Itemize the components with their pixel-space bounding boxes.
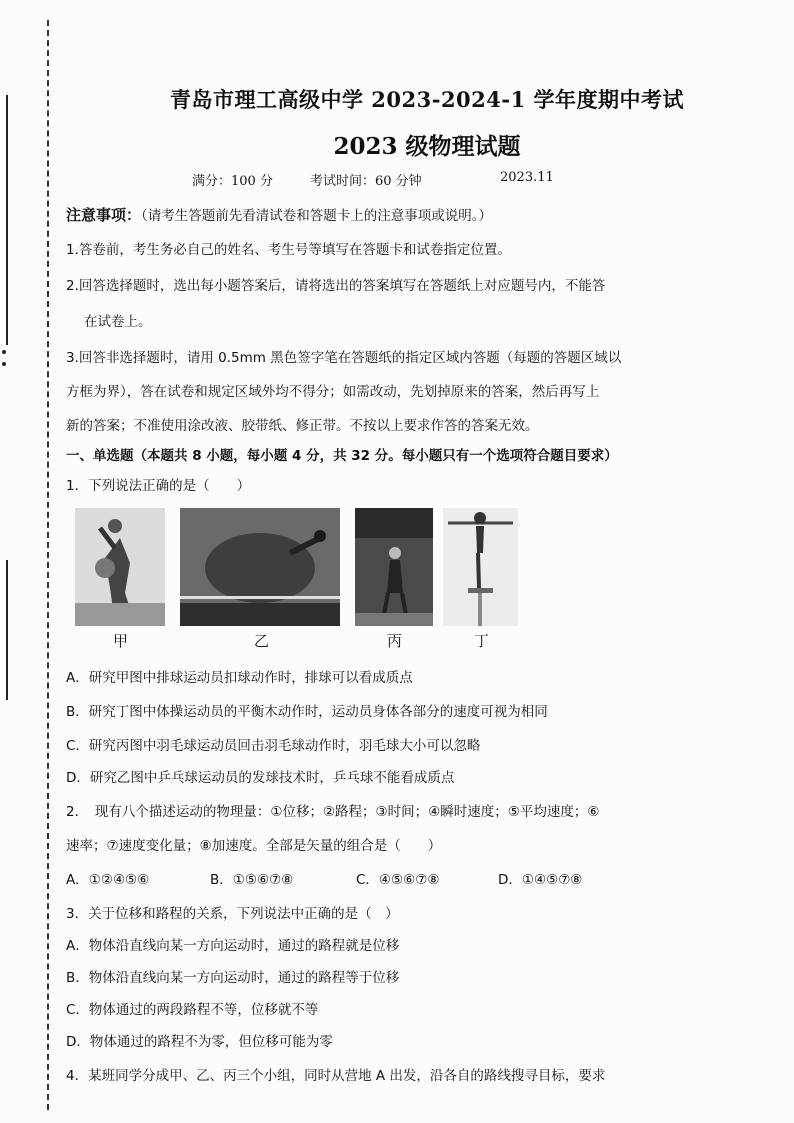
caption-bing: 丙 (387, 632, 403, 650)
margin-dot (2, 362, 6, 366)
photo-table-tennis (180, 508, 340, 626)
notice-item-3b: 方框为界），答在试卷和规定区域外均不得分；如需改动，先划掉原来的答案，然后再写上 (66, 384, 600, 400)
q1-option-a: A．研究甲图中排球运动员扣球动作时，排球可以看成质点 (66, 670, 413, 686)
notice-heading-note: （请考生答题前先看清试卷和答题卡上的注意事项或说明。） (141, 208, 493, 224)
q3-option-d: D．物体通过的路程不为零，但位移可能为零 (66, 1034, 333, 1050)
exam-date: 2023.11 (500, 170, 554, 185)
notice-block (66, 204, 492, 225)
q1-option-b: B．研究丁图中体操运动员的平衡木动作时，运动员身体各部分的速度可视为相同 (66, 704, 548, 720)
notice-heading: 注意事项： (66, 206, 142, 224)
caption-jia: 甲 (113, 632, 129, 650)
photo-badminton (355, 508, 433, 626)
photo-balance-beam (443, 508, 518, 626)
q2-option-b: B．①⑤⑥⑦⑧ (210, 872, 294, 888)
q1-option-d: D．研究乙图中乒乓球运动员的发球技术时，乒乓球不能看成质点 (66, 770, 455, 786)
q2-option-c: C．④⑤⑥⑦⑧ (356, 872, 440, 888)
q3-stem: 3．关于位移和路程的关系，下列说法中正确的是（ ） (66, 906, 399, 922)
notice-item-1: 1.答卷前，考生务必自己的姓名、考生号等填写在答题卡和试卷指定位置。 (66, 242, 511, 258)
margin-rule-bottom (6, 560, 8, 700)
q2-stem-a: 2． 现有八个描述运动的物理量：①位移；②路程；③时间；④瞬时速度；⑤平均速度；⑥ (66, 804, 600, 820)
q4-stem: 4．某班同学分成甲、乙、丙三个小组，同时从营地 A 出发，沿各自的路线搜寻目标，要求 (66, 1068, 606, 1084)
photo-volleyball (75, 508, 165, 626)
exam-time: 考试时间：60 分钟 (310, 174, 422, 189)
q2-stem-b: 速率；⑦速度变化量；⑧加速度。全部是矢量的组合是（ ） (66, 838, 442, 854)
caption-yi: 乙 (254, 632, 270, 650)
exam-subtitle: 2023 级物理试题 (333, 133, 521, 160)
caption-ding: 丁 (474, 632, 490, 650)
section-heading: 一、单选题（本题共 8 小题，每小题 4 分，共 32 分。每小题只有一个选项符合题目要求） (66, 448, 618, 464)
q3-option-c: C．物体通过的两段路程不等，位移就不等 (66, 1002, 319, 1018)
binding-line (47, 20, 49, 1110)
notice-item-2a: 2.回答选择题时，选出每小题答案后，请将选出的答案填写在答题纸上对应题号内，不能答 (66, 278, 606, 294)
exam-title: 青岛市理工高级中学 2023-2024-1 学年度期中考试 (169, 87, 685, 112)
q3-option-b: B．物体沿直线向某一方向运动时，通过的路程等于位移 (66, 970, 400, 986)
notice-item-2b: 在试卷上。 (84, 314, 152, 330)
q1-option-c: C．研究丙图中羽毛球运动员回击羽毛球动作时，羽毛球大小可以忽略 (66, 738, 481, 754)
margin-dot (2, 350, 6, 354)
full-score: 满分：100 分 (192, 174, 273, 189)
q2-option-d: D．①④⑤⑦⑧ (498, 872, 583, 888)
notice-item-3a: 3.回答非选择题时，请用 0.5mm 黑色签字笔在答题纸的指定区域内答题（每题的答题区域以 (66, 350, 622, 366)
q1-stem: 1．下列说法正确的是（ ） (66, 478, 251, 494)
q2-option-a: A．①②④⑤⑥ (66, 872, 150, 888)
notice-item-3c: 新的答案；不准使用涂改液、胶带纸、修正带。不按以上要求作答的答案无效。 (66, 418, 539, 434)
q3-option-a: A．物体沿直线向某一方向运动时，通过的路程就是位移 (66, 938, 400, 954)
